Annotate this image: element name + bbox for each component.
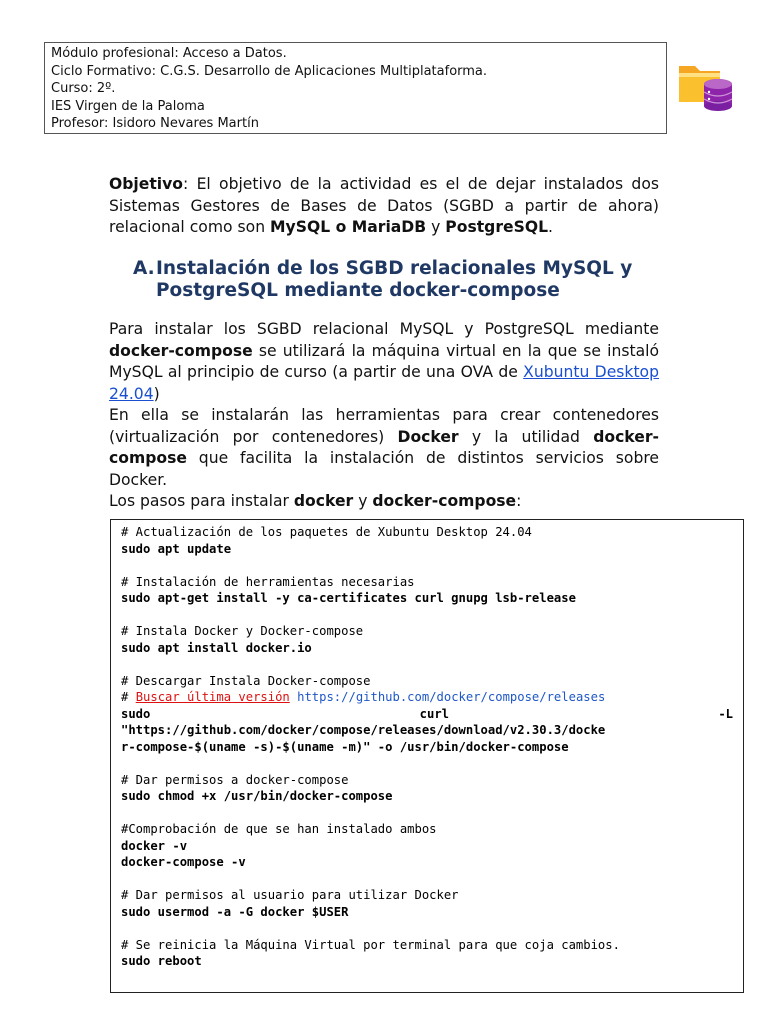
code-block	[110, 519, 744, 993]
compose-releases-url[interactable]: https://github.com/docker/compose/releases	[297, 690, 606, 704]
intro-p2-text-a: En ella se instalarán las herramientas para crear contenedores (virtualización por contenedores)	[109, 406, 659, 446]
header-line-course: Curso: 2º.	[51, 81, 116, 97]
code-command: docker-compose -v	[121, 855, 246, 869]
code-comment: # Se reinicia la Máquina Virtual por terminal para que coja cambios.	[121, 937, 620, 952]
intro-p2-text-c: que facilita la instalación de distintos servicios sobre Docker.	[109, 449, 659, 489]
header-line-teacher: Profesor: Isidoro Nevares Martín	[51, 116, 259, 132]
section-title: Instalación de los SGBD relacionales MySQL y PostgreSQL mediante docker-compose	[156, 258, 633, 301]
objective-label: Objetivo	[109, 175, 184, 193]
code-command: sudo apt update	[121, 541, 232, 556]
objective-text: : El objetivo de la actividad es el de dejar instalados dos Sistemas Gestores de Bases de Datos (SGBD a partir de ahora) relacional como son	[109, 175, 659, 236]
code-blank-line	[121, 871, 733, 888]
section-heading	[133, 258, 663, 302]
header-line-module: Módulo profesional: Acceso a Datos.	[51, 46, 287, 61]
code-blank-line	[121, 755, 733, 772]
code-blank-line	[121, 557, 733, 574]
intro-p3-bold-compose: docker-compose	[372, 492, 517, 510]
code-comment: # Instalación de herramientas necesarias	[121, 574, 415, 589]
intro-p1-text-a: Para instalar los SGBD relacional MySQL y PostgreSQL mediante	[109, 320, 659, 338]
code-command: sudo usermod -a -G docker $USER	[121, 904, 349, 919]
header-line-school: IES Virgen de la Paloma	[51, 98, 205, 114]
intro-p2-text-b: y la utilidad	[458, 427, 594, 446]
intro-paragraph-3	[109, 491, 659, 513]
folder-database-icon	[678, 58, 734, 114]
intro-p1-bold: docker-compose	[109, 341, 253, 360]
objective-text-and: y	[426, 218, 446, 236]
intro-p1-text-b: se utilizará la máquina virtual en la que se instaló MySQL al principio de curso (a partir de una OVA de	[109, 341, 659, 381]
code-token-sudo: sudo	[121, 706, 151, 721]
code-command: docker -v	[121, 838, 188, 853]
intro-p3-text-b: y	[353, 492, 373, 510]
code-token-flag: -L	[718, 706, 733, 721]
code-command: sudo reboot	[121, 954, 202, 968]
objective-bold-mysql: MySQL o MariaDB	[270, 218, 427, 236]
code-comment: #Comprobación de que se han instalado ambos	[121, 822, 437, 836]
code-comment-hash: #	[121, 690, 136, 704]
code-command-spread	[121, 706, 733, 723]
code-command: r-compose-$(uname -s)-$(uname -m)" -o /usr/bin/docker-compose	[121, 739, 569, 754]
objective-paragraph	[109, 174, 659, 239]
intro-paragraph-2	[109, 405, 659, 491]
xubuntu-link[interactable]: Xubuntu Desktop 24.04	[109, 363, 659, 403]
code-comment-link-line	[121, 689, 733, 706]
section-number: A.	[133, 258, 155, 279]
code-blank-line	[121, 607, 733, 624]
code-comment: # Instala Docker y Docker-compose	[121, 624, 364, 638]
code-comment: # Descargar Instala Docker-compose	[121, 673, 371, 688]
latest-version-link[interactable]: Buscar última versión	[135, 690, 290, 704]
intro-text	[109, 319, 659, 513]
code-blank-line	[121, 805, 733, 822]
intro-p3-bold-docker: docker	[293, 492, 354, 510]
code-command: "https://github.com/docker/compose/releases/download/v2.30.3/docke	[121, 723, 606, 737]
intro-p3-text-a: Los pasos para instalar	[109, 492, 294, 510]
code-command: sudo apt-get install -y ca-certificates curl gnupg lsb-release	[121, 591, 576, 605]
intro-p2-bold-compose: docker-compose	[109, 427, 659, 467]
code-comment: # Actualización de los paquetes de Xubuntu Desktop 24.04	[121, 525, 532, 539]
header-line-cycle: Ciclo Formativo: C.G.S. Desarrollo de Aplicaciones Multiplataforma.	[51, 63, 488, 79]
intro-p3-text-c: :	[516, 492, 522, 510]
code-comment: # Dar permisos al usuario para utilizar Docker	[121, 888, 459, 902]
document-header	[44, 42, 667, 134]
code-command: sudo apt install docker.io	[121, 640, 312, 655]
code-blank-line	[121, 656, 733, 673]
intro-p2-bold-docker: Docker	[397, 427, 459, 446]
code-blank-line	[121, 920, 733, 937]
code-comment: # Dar permisos a docker-compose	[121, 772, 349, 787]
intro-paragraph-1	[109, 319, 659, 405]
code-command: sudo chmod +x /usr/bin/docker-compose	[121, 789, 393, 803]
objective-text-end: .	[548, 218, 553, 236]
objective-bold-postgres: PostgreSQL	[445, 218, 549, 236]
intro-p1-text-c: )	[153, 384, 160, 403]
code-token-curl: curl	[419, 706, 450, 721]
